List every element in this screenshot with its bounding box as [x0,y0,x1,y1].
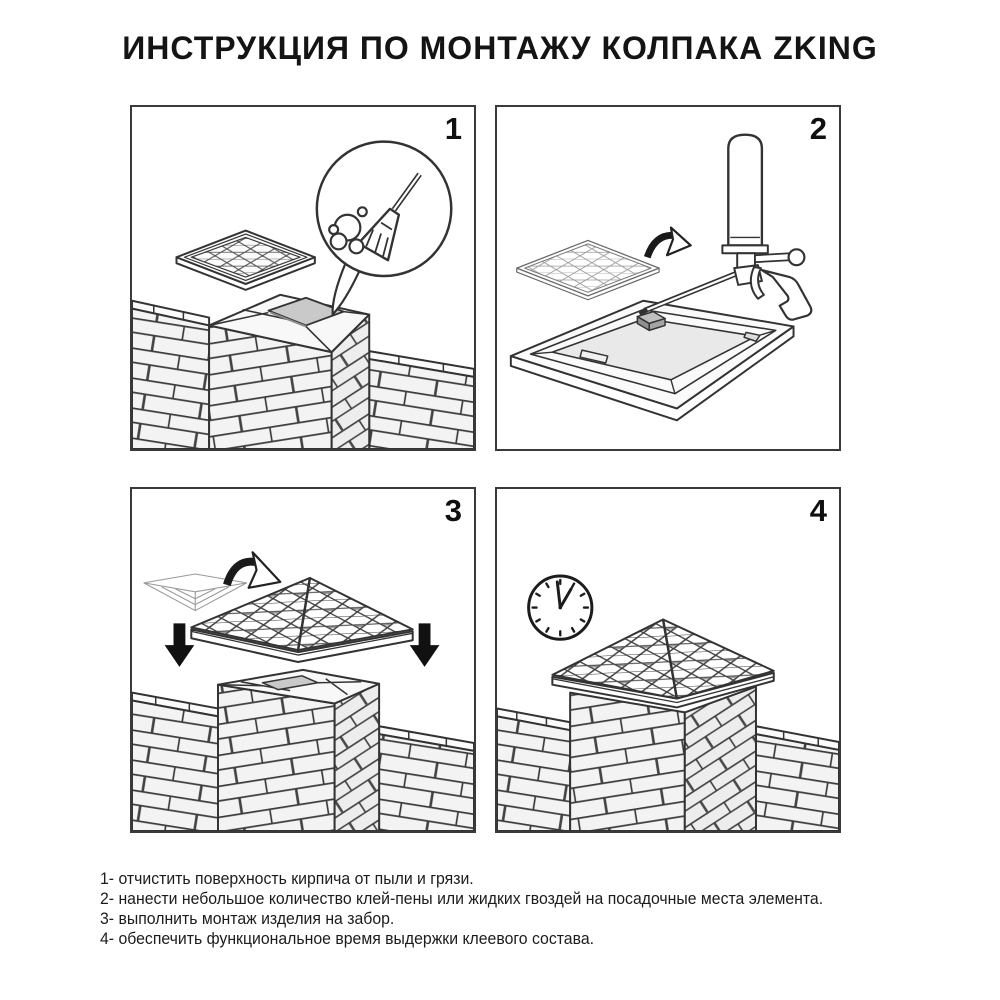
gun-knob [789,249,805,265]
panel-number: 4 [809,493,827,528]
cap-upside-down [511,301,794,421]
brick-wall-right [369,351,474,449]
step-4-illustration [497,489,839,831]
cap-element-floating [176,231,314,290]
brick-pillar [218,670,379,831]
step-line-2: 2- нанести небольшое количество клей-пены или жидких гвоздей на посадочные места элемента. [100,889,824,908]
brick-pillar [570,687,756,831]
brick-wall-left [132,301,209,449]
foam-canister [728,135,762,246]
panel-number: 2 [809,111,827,146]
step-2-illustration [497,107,839,449]
foam-gun-icon [639,135,811,320]
step-1-illustration [132,107,474,449]
gun-trigger [751,267,764,299]
panel-step-4 [495,487,841,833]
brick-wall-right [756,726,839,831]
step-line-3: 3- выполнить монтаж изделия на забор. [100,909,395,928]
step-line-4: 4- обеспечить функциональное время выдержки клеевого состава. [100,929,595,948]
down-arrow-icon [410,623,440,666]
panel-step-2 [495,105,841,451]
brick-wall-right [379,726,474,831]
panel-step-3 [130,487,476,833]
down-arrow-icon [165,623,195,666]
clock-icon [529,576,592,639]
cap-element-ghost [517,240,659,299]
panel-step-1 [130,105,476,451]
step-line-1: 1- отчистить поверхность кирпича от пыли и грязи. [100,869,474,888]
page-title: ИНСТРУКЦИЯ ПО МОНТАЖУ КОЛПАКА ZKING [122,30,878,66]
panel-number: 1 [444,111,462,146]
brick-pillar-open-top [209,295,369,449]
instruction-steps [100,869,960,949]
panel-number: 3 [444,493,462,528]
cap-pyramid [191,578,412,662]
brick-wall-left [132,693,218,831]
flip-arrow-icon [647,228,690,258]
step-3-illustration [132,489,474,831]
brick-wall-left [497,708,570,831]
gun-grip [762,270,811,320]
